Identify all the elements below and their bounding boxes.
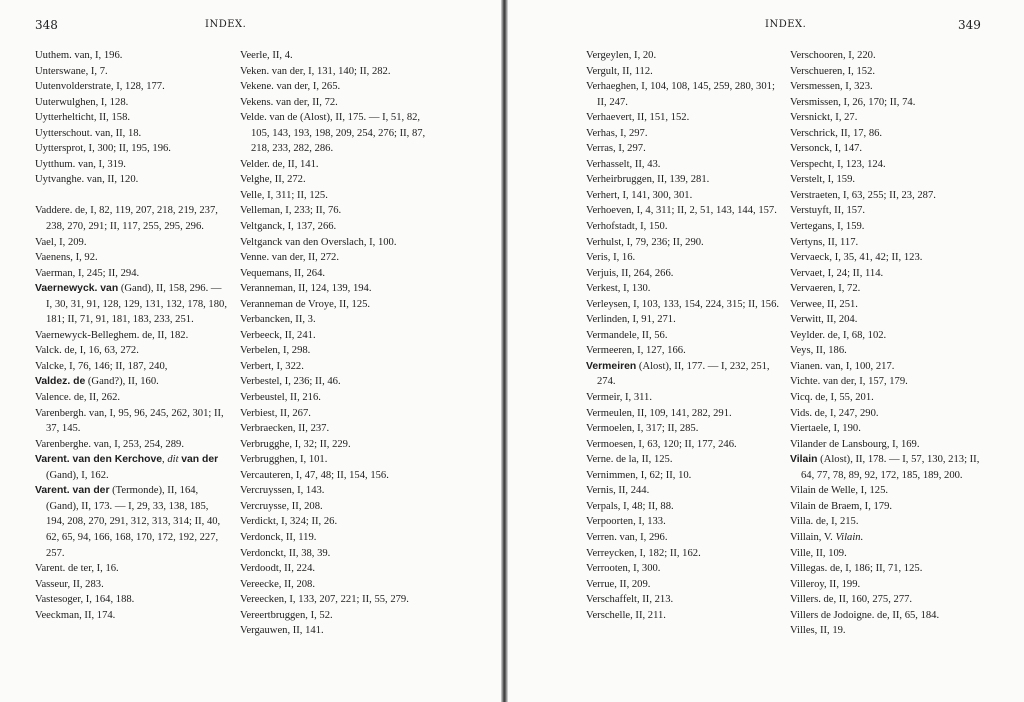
index-entry: Vilain de Welle, I, 125. <box>790 485 889 497</box>
index-entry: Verwitt, II, 204. <box>790 314 858 326</box>
page-number-left: 348 <box>35 18 58 32</box>
index-entry: Velde. van de (Alost), II, 175. — I, 51, 82, 105, 143, 193, 198, 209, 254, 276; II, 87, 218, 233, 282, 286. <box>240 112 426 155</box>
index-entry: Verpoorten, I, 133. <box>586 516 666 528</box>
index-entry: Valence. de, II, 262. <box>35 392 121 404</box>
index-entry: Vermeeren, I, 127, 166. <box>586 345 686 357</box>
index-entry: Veranneman, II, 124, 139, 194. <box>240 283 372 295</box>
index-entry: Unterswane, I, 7. <box>35 65 108 77</box>
index-entry: Verschueren, I, 152. <box>790 65 876 77</box>
index-entry: Verschrick, II, 17, 86. <box>790 127 883 139</box>
index-entry: Veken. van der, I, 131, 140; II, 282. <box>240 65 391 77</box>
index-entry: Verbeeck, II, 241. <box>240 329 316 341</box>
index-entry: Vermoelen, I, 317; II, 285. <box>586 423 699 435</box>
index-entry: Verschelle, II, 211. <box>586 609 666 621</box>
index-entry: Vekene. van der, I, 265. <box>240 81 341 93</box>
index-entry: Verbestel, I, 236; II, 46. <box>240 376 341 388</box>
index-entry: Valck. de, I, 16, 63, 272. <box>35 345 139 357</box>
index-entry: Vereecken, I, 133, 207, 221; II, 55, 279. <box>240 594 409 606</box>
index-entry: Verstelt, I, 159. <box>790 174 856 186</box>
index-entry: Verdonckt, II, 38, 39. <box>240 547 331 559</box>
index-entry: Verne. de la, II, 125. <box>586 454 673 466</box>
index-entry: Vids. de, I, 247, 290. <box>790 407 879 419</box>
index-entry: Vaernewyck-Belleghem. de, II, 182. <box>35 329 189 341</box>
index-entry: Vasseur, II, 283. <box>35 578 104 590</box>
index-entry: Varenbergh. van, I, 95, 96, 245, 262, 301; II, 37, 145. <box>35 407 224 435</box>
index-entry: Verleysen, I, 103, 133, 154, 224, 315; II, 156. <box>586 298 780 310</box>
index-entry: Villers de Jodoigne. de, II, 65, 184. <box>790 609 940 621</box>
index-entry: Vaddere. de, I, 82, 119, 207, 218, 219, 237, 238, 270, 291; II, 117, 255, 295, 296. <box>35 205 218 233</box>
index-entry: Uytterschout. van, II, 18. <box>35 127 142 139</box>
index-entry: Vercauteren, I, 47, 48; II, 154, 156. <box>240 469 389 481</box>
index-entry: Versnickt, I, 27. <box>790 112 858 124</box>
index-entry: Verhulst, I, 79, 236; II, 290. <box>586 236 704 248</box>
index-entry: Verreycken, I, 182; II, 162. <box>586 547 701 559</box>
index-entry: Vercruysse, II, 208. <box>240 500 323 512</box>
index-entry: Vilain (Alost), II, 178. — I, 57, 130, 213; II, 64, 77, 78, 89, 92, 172, 185, 189, 200. <box>790 454 980 481</box>
index-entry: Verstuyft, II, 157. <box>790 205 866 217</box>
index-entry: Vastesoger, I, 164, 188. <box>35 594 135 606</box>
index-entry: Vermoesen, I, 63, 120; II, 177, 246. <box>586 438 737 450</box>
index-entry: Verrooten, I, 300. <box>586 563 661 575</box>
index-entry: Uyttersprot, I, 300; II, 195, 196. <box>35 143 171 155</box>
index-entry: Vervaeren, I, 72. <box>790 283 861 295</box>
index-entry: Vilain de Braem, I, 179. <box>790 500 893 512</box>
left-column-2 <box>240 48 432 639</box>
index-entry: Verkest, I, 130. <box>586 283 651 295</box>
index-entry: Verdoodt, II, 224. <box>240 563 316 575</box>
index-entry: Velle, I, 311; II, 125. <box>240 189 328 201</box>
index-entry: Vaerman, I, 245; II, 294. <box>35 267 140 279</box>
index-entry: Vervaet, I, 24; II, 114. <box>790 267 884 279</box>
index-entry: Veys, II, 186. <box>790 345 847 357</box>
index-entry: Vequemans, II, 264. <box>240 267 326 279</box>
index-entry: Vaenens, I, 92. <box>35 252 98 264</box>
left-column-1 <box>35 48 227 623</box>
index-entry: Villeroy, II, 199. <box>790 578 861 590</box>
index-entry: Verlinden, I, 91, 271. <box>586 314 676 326</box>
index-entry: Verhaevert, II, 151, 152. <box>586 112 690 124</box>
index-entry: Veerle, II, 4. <box>240 50 293 61</box>
index-entry: Vergult, II, 112. <box>586 65 653 77</box>
index-entry: Vekens. van der, II, 72. <box>240 96 338 108</box>
index-entry: Verren. van, I, 296. <box>586 531 668 543</box>
index-entry: Verjuis, II, 264, 266. <box>586 267 674 279</box>
index-entry: Velghe, II, 272. <box>240 174 306 186</box>
index-entry: Verdonck, II, 119. <box>240 531 317 543</box>
index-entry: Vael, I, 209. <box>35 236 87 248</box>
index-entry: Verhert, I, 141, 300, 301. <box>586 189 693 201</box>
index-entry: Versmessen, I, 323. <box>790 81 873 93</box>
index-entry: Vernimmen, I, 62; II, 10. <box>586 469 692 481</box>
index-entry: Venne. van der, II, 272. <box>240 252 340 264</box>
index-entry: Veeckman, II, 174. <box>35 609 116 621</box>
index-entry: Verbraecken, II, 237. <box>240 423 330 435</box>
index-entry: Varent. de ter, I, 16. <box>35 563 119 575</box>
index-entry: Verwee, II, 251. <box>790 298 858 310</box>
index-entry: Verbrugghe, I, 32; II, 229. <box>240 438 351 450</box>
index-entry: Verhas, I, 297. <box>586 127 648 139</box>
index-entry: Vertyns, II, 117. <box>790 236 859 248</box>
index-entry: Vernis, II, 244. <box>586 485 650 497</box>
index-entry: Verschooren, I, 220. <box>790 50 876 61</box>
index-entry: Vertegans, I, 159. <box>790 221 865 233</box>
index-entry: Verrue, II, 209. <box>586 578 651 590</box>
index-entry: Uytterhelticht, II, 158. <box>35 112 131 124</box>
index-entry: Verschaffelt, II, 213. <box>586 594 674 606</box>
running-head-left: INDEX. <box>205 19 247 30</box>
index-entry: Verhoeven, I, 4, 311; II, 2, 51, 143, 144, 157. <box>586 205 777 217</box>
index-entry: Uytthum. van, I, 319. <box>35 158 126 170</box>
running-head-right: INDEX. <box>765 19 807 30</box>
index-entry: Verbrugghen, I, 101. <box>240 454 328 466</box>
index-entry: Vermeulen, II, 109, 141, 282, 291. <box>586 407 732 419</box>
index-entry: Villers. de, II, 160, 275, 277. <box>790 594 913 606</box>
index-entry: Valdez. de (Gand?), II, 160. <box>35 376 159 388</box>
index-entry: Ville, II, 109. <box>790 547 847 559</box>
index-entry <box>35 188 227 204</box>
index-entry: Veris, I, 16. <box>586 252 636 264</box>
index-entry: Vercruyssen, I, 143. <box>240 485 325 497</box>
index-entry: Veltganck, I, 137, 266. <box>240 221 337 233</box>
index-entry: Verhofstadt, I, 150. <box>586 221 668 233</box>
index-entry: Vereertbruggen, I, 52. <box>240 609 333 621</box>
index-entry: Villa. de, I, 215. <box>790 516 859 528</box>
right-column-1 <box>586 48 780 623</box>
right-page <box>508 0 1024 702</box>
index-entry: Vermandele, II, 56. <box>586 329 668 341</box>
index-entry: Uuthem. van, I, 196. <box>35 50 123 61</box>
index-entry: Veylder. de, I, 68, 102. <box>790 329 887 341</box>
index-entry: Varent. van der (Termonde), II, 164, (Gand), II, 173. — I, 29, 33, 138, 185, 194, 208, 270, 291, 312, 313, 314; II, 40, 62, 65, 94, 166, 168, 170, 172, 192, 227, 257. <box>35 485 221 559</box>
index-entry: Vereecke, II, 208. <box>240 578 315 590</box>
index-entry: Veltganck van den Overslach, I, 100. <box>240 236 397 248</box>
index-entry: Vicq. de, I, 55, 201. <box>790 392 874 404</box>
index-entry: Verbancken, II, 3. <box>240 314 316 326</box>
index-entry: Uutenvolderstrate, I, 128, 177. <box>35 81 165 93</box>
book-gutter <box>501 0 508 702</box>
index-entry: Villegas. de, I, 186; II, 71, 125. <box>790 563 923 575</box>
left-page <box>0 0 502 702</box>
index-entry: Verbert, I, 322. <box>240 360 304 372</box>
index-entry: Verspecht, I, 123, 124. <box>790 158 886 170</box>
index-entry: Velder. de, II, 141. <box>240 158 319 170</box>
index-entry: Vichte. van der, I, 157, 179. <box>790 376 908 388</box>
index-entry: Verheirbruggen, II, 139, 281. <box>586 174 710 186</box>
index-entry: Versmissen, I, 26, 170; II, 74. <box>790 96 916 108</box>
index-entry: Verbiest, II, 267. <box>240 407 311 419</box>
index-entry: Uytvanghe. van, II, 120. <box>35 174 139 186</box>
index-entry: Velleman, I, 233; II, 76. <box>240 205 342 217</box>
index-entry: Verhaeghen, I, 104, 108, 145, 259, 280, 301; II, 247. <box>586 81 775 108</box>
index-entry: Varenberghe. van, I, 253, 254, 289. <box>35 438 184 450</box>
index-entry: Vianen. van, I, 100, 217. <box>790 360 895 372</box>
index-entry: Verbelen, I, 298. <box>240 345 311 357</box>
index-entry: Verstraeten, I, 63, 255; II, 23, 287. <box>790 189 936 201</box>
page-number-right: 349 <box>958 18 981 32</box>
index-entry: Vaernewyck. van (Gand), II, 158, 296. — I, 30, 31, 91, 128, 129, 131, 132, 178, 180, 181; II, 71, 91, 181, 183, 233, 251. <box>35 283 227 326</box>
index-entry: Vermeir, I, 311. <box>586 392 652 404</box>
index-entry: Verras, I, 297. <box>586 143 646 155</box>
index-entry: Valcke, I, 76, 146; II, 187, 240, <box>35 360 168 372</box>
index-entry: Vergeylen, I, 20. <box>586 50 657 61</box>
index-entry: Viertaele, I, 190. <box>790 423 861 435</box>
index-entry: Verhasselt, II, 43. <box>586 158 661 170</box>
index-entry: Verbeustel, II, 216. <box>240 392 321 404</box>
index-entry: Vermeiren (Alost), II, 177. — I, 232, 251, 274. <box>586 360 770 388</box>
index-entry: Vervaeck, I, 35, 41, 42; II, 123. <box>790 252 923 264</box>
index-entry: Versonck, I, 147. <box>790 143 863 155</box>
right-column-2 <box>790 48 986 639</box>
index-entry: Vilander de Lansbourg, I, 169. <box>790 438 920 450</box>
index-entry: Uuterwulghen, I, 128. <box>35 96 129 108</box>
index-entry: Vergauwen, II, 141. <box>240 625 324 637</box>
index-entry: Veranneman de Vroye, II, 125. <box>240 298 371 310</box>
index-entry: Verpals, I, 48; II, 88. <box>586 500 674 512</box>
index-entry: Varent. van den Kerchove, dit van der (Gand), I, 162. <box>35 454 219 481</box>
index-entry: Villes, II, 19. <box>790 625 846 637</box>
index-entry: Villain, V. Vilain. <box>790 531 864 543</box>
index-entry: Verdickt, I, 324; II, 26. <box>240 516 338 528</box>
